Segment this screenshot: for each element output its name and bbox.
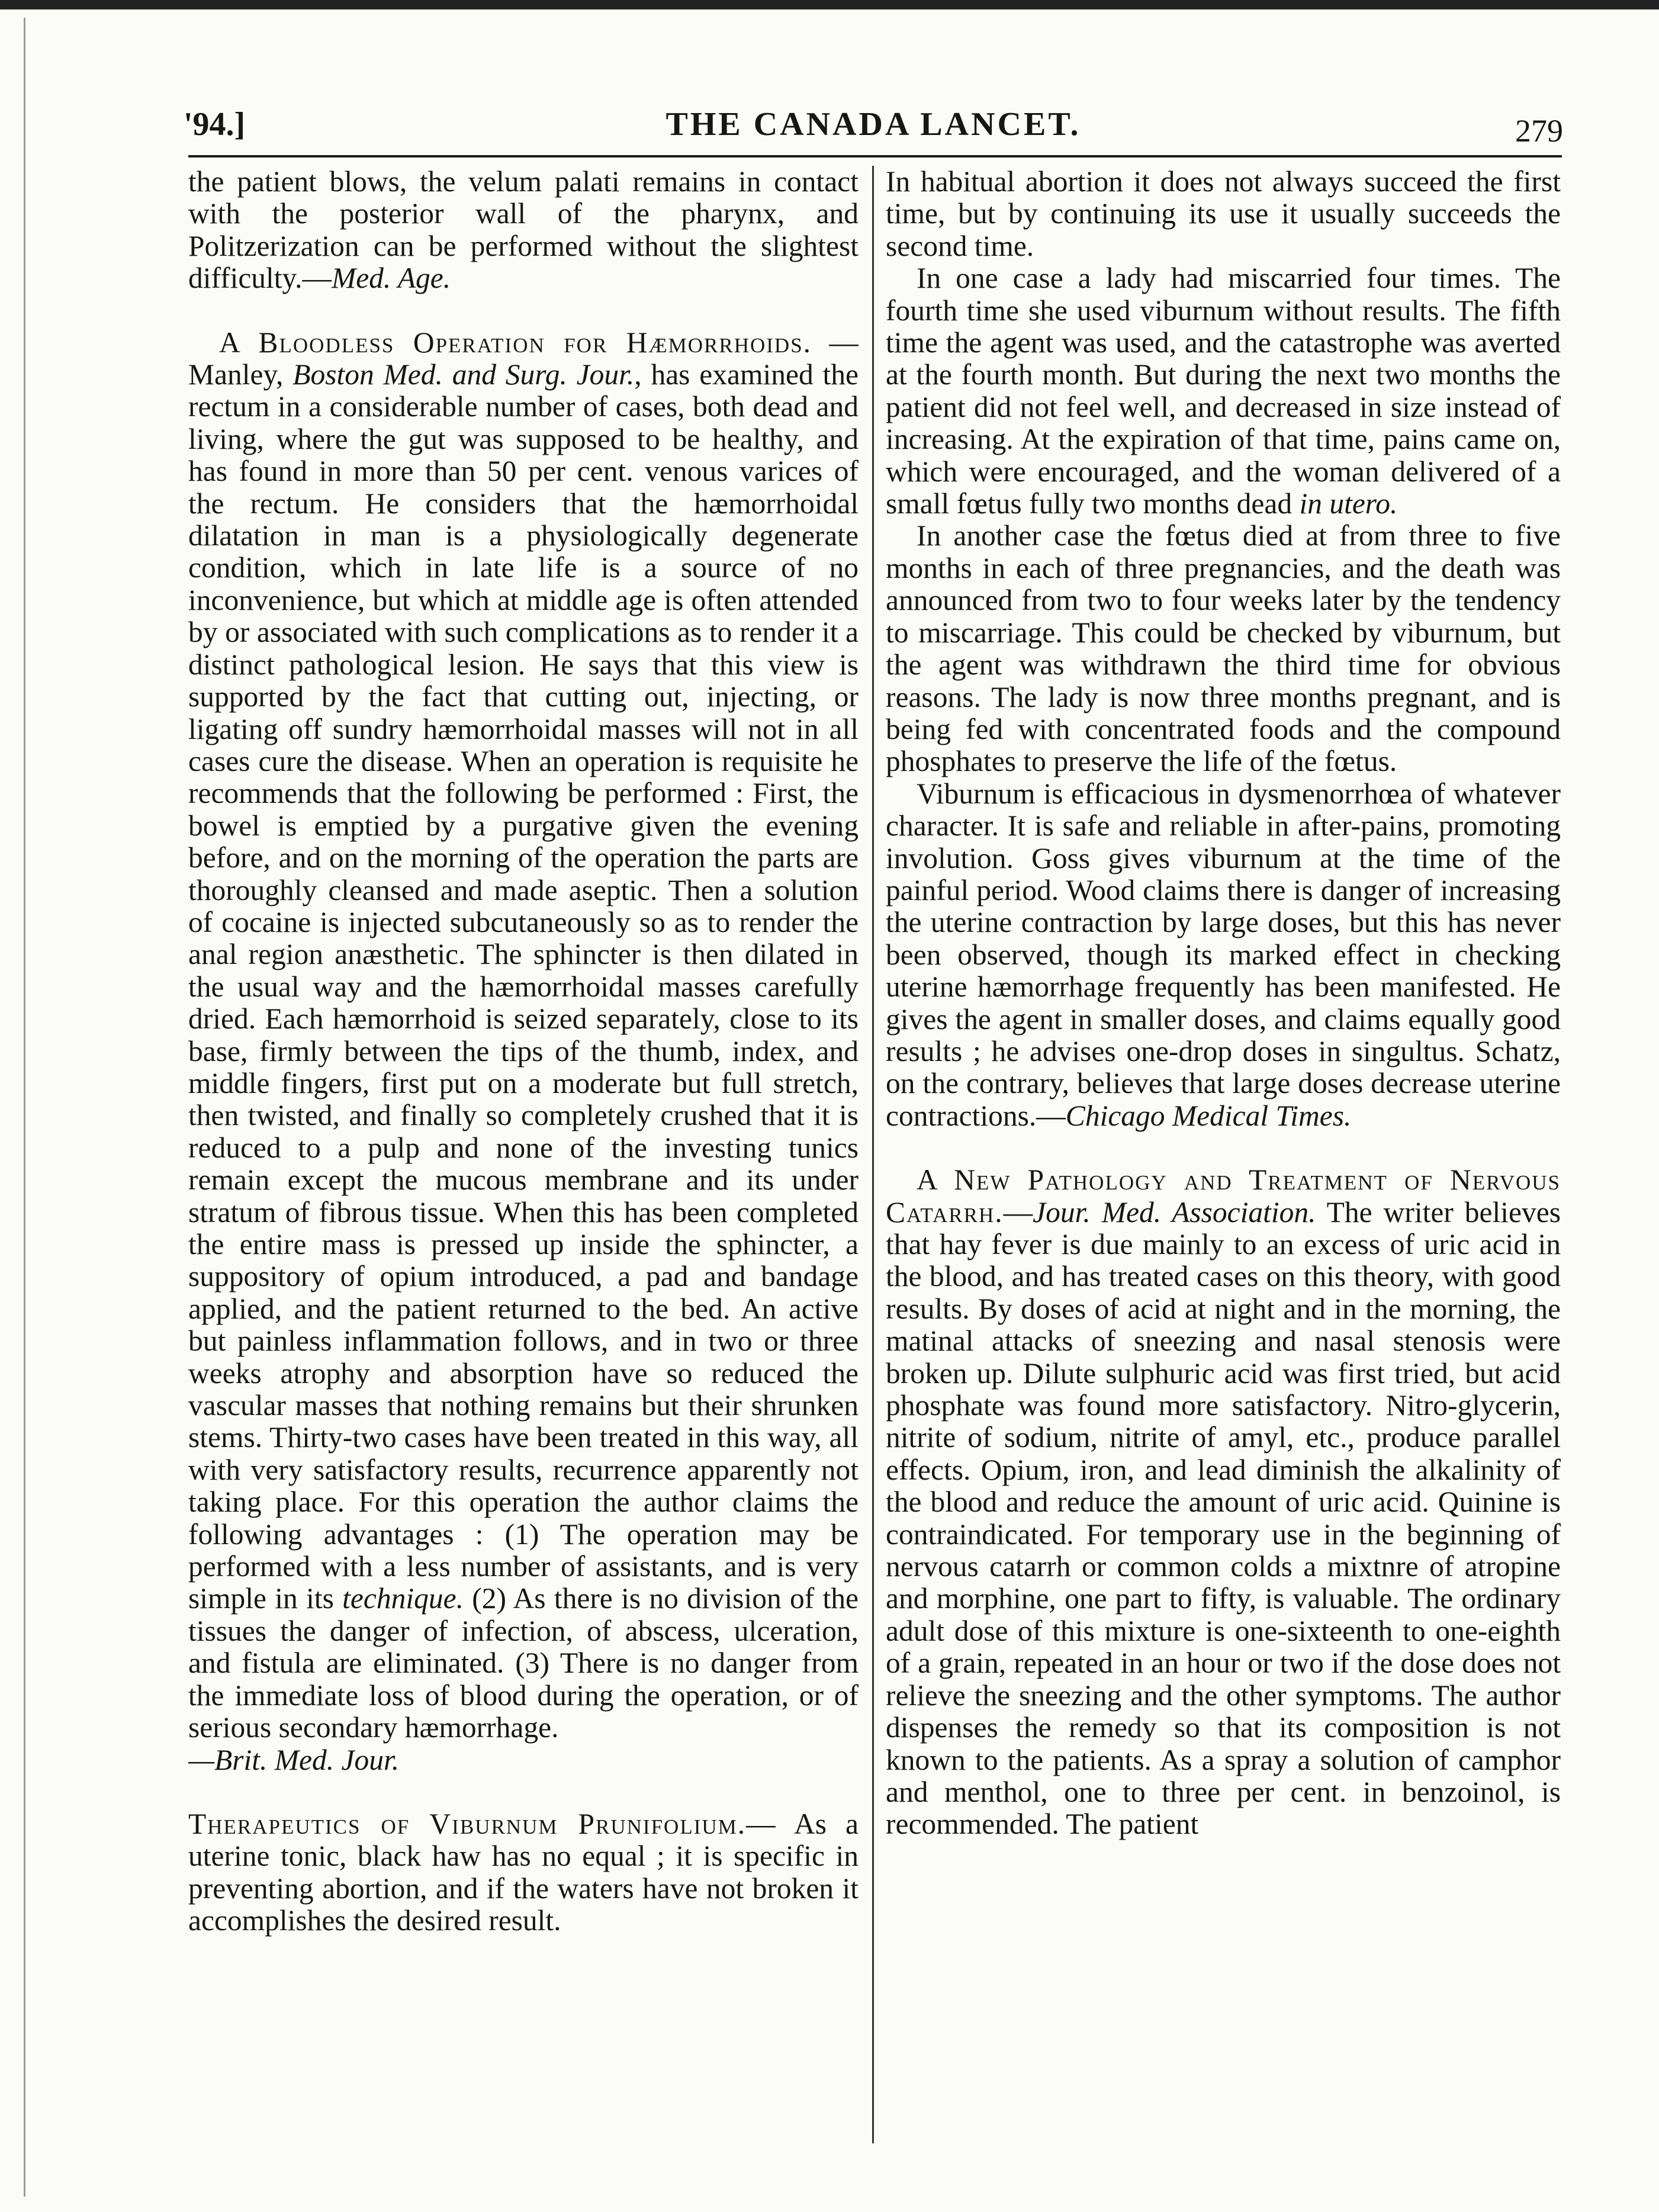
header-rule (188, 155, 1562, 157)
article-journal: Boston Med. and Surg. Jour. (292, 358, 635, 391)
efficacy-text: Viburnum is efficacious in dysmenorrhœa of whatever character. It is safe and reliable in after-pains, promoting involution. Goss gives viburnum at the time of the painful period. Wood claims there is danger of increasing the uterine contraction by large doses, but this has never been observed, though its marked effect in checking uterine hæmorrhage frequently has been manifested. He gives the agent in smaller doses, and claims equally good results ; he advises one-drop doses in singultus. Schatz, on the contrary, believes that large doses decrease uterine contractions.— (886, 777, 1561, 1132)
page-number: 279 (1515, 113, 1563, 149)
intro-source: Med. Age. (331, 262, 451, 295)
column-divider (872, 166, 874, 2143)
article-title-hemorrhoids: A Bloodless Operation for Hæmorrhoids. (219, 326, 812, 359)
article-title-catarrh: A New Pathology and Treatment of Nervous Catarrh. (886, 1163, 1561, 1229)
header-year: '94.] (184, 106, 246, 143)
technique-word: technique. (342, 1582, 464, 1615)
catarrh-journal: Jour. Med. Association. (1033, 1195, 1316, 1229)
intro-paragraph (188, 166, 859, 295)
article-body-part2: (2) As there is no division of the tissues the danger of infection, of abscess, ulceration, and fistula are eliminated. (3) There is no danger from the immediate loss of blood during the operation, or of serious secondary hæmorrhage. (188, 1582, 859, 1744)
page-left-edge (24, 18, 25, 2197)
article-viburnum-body: As a uterine tonic, black haw has no equal ; it is specific in preventing abortion, and if the waters have not broken it accomplishes the desired result. (188, 1807, 859, 1937)
catarrh-body: The writer believes that hay fever is due mainly to an excess of uric acid in the blood, and has treated cases on this theory, with good results. By doses of acid at night and in the morning, the matinal attacks of sneezing and nasal stenosis were broken up. Dilute sulphuric acid was first tried, but acid phosphate was found more satisfactory. Nitro-glycerin, nitrite of sodium, nitrite of amyl, etc., produce parallel effects. Opium, iron, and lead diminish the alkalinity of the blood and reduce the amount of uric acid. Quinine is contraindicated. For temporary use in the beginning of nervous catarrh or common colds a mixtnre of atropine and morphine, one part to fifty, is valuable. The ordinary adult dose of this mixture is one-sixteenth to one-eighth of a grain, repeated in an hour or two if the dose does not relieve the sneezing and the other symptoms. The author dispenses the remedy so that its composition is not known to the patients. As a spray a solution of camphor and menthol, one to three per cent. in benzoinol, is recommended. The patient (886, 1195, 1561, 1841)
right-column (886, 166, 1561, 2149)
journal-title: THE CANADA LANCET. (665, 106, 1081, 143)
catarrh-dash: — (1003, 1195, 1033, 1229)
article-byline: —Manley, (188, 326, 859, 391)
article-viburnum (188, 1808, 859, 1937)
efficacy-source: Chicago Medical Times. (1065, 1099, 1352, 1132)
intro-text: the patient blows, the velum palati remains in contact with the posterior wall of the pharynx, and Politzerization can be performed without the slightest difficulty.— (188, 166, 859, 295)
paragraph-efficacy (886, 778, 1561, 1132)
paragraph-habitual-abortion: In habitual abortion it does not always succeed the first time, but by continuing its use it usually succeeds the second time. (886, 166, 1561, 262)
page-top-edge (0, 0, 1659, 9)
article-title-viburnum: Therapeutics of Viburnum Prunifolium.— (188, 1807, 777, 1840)
article-body-part1: , has examined the rectum in a considerable number of cases, both dead and living, where the gut was supposed to be healthy, and has found in more than 50 per cent. venous varices of the rectum. He considers that the hæmorrhoidal dilatation in man is a physiologically degenerate condition, which in late life is a source of no inconvenience, but which at middle age is often attended by or associated with such complications as to render it a distinct pathological lesion. He says that this view is supported by the fact that cutting out, injecting, or ligating off sundry hæmorrhoidal masses will not in all cases cure the disease. When an operation is requisite he recommends that the following be performed : First, the bowel is emptied by a purgative given the evening before, and on the morning of the operation the parts are thoroughly cleansed and made aseptic. Then a solution of cocaine is injected subcutaneously so as to render the anal region anæsthetic. The sphincter is then dilated in the usual way and the hæmorrhoidal masses carefully dried. Each hæmorrhoid is seized separately, close to its base, firmly between the tips of the thumb, index, and middle fingers, first put on a moderate but full stretch, then twisted, and finally so completely crushed that it is reduced to a pulp and none of the investing tunics remain except the mucous membrane and its under stratum of fibrous tissue. When this has been completed the entire mass is pressed up inside the sphincter, a suppository of opium introduced, a pad and bandage applied, and the patient returned to the bed. An active but painless inflammation follows, and in two or three weeks atrophy and absorption have so reduced the vascular masses that nothing remains but their shrunken stems. Thirty-two cases have been treated in this way, all with very satisfactory results, recurrence apparently not taking place. For this operation the author claims the following advantages : (1) The operation may be performed with a less number of assistants, and is very simple in its (188, 358, 859, 1615)
case-one-text: In one case a lady had miscarried four times. The fourth time she used viburnum without results. The fifth time the agent was used, and the catastrophe was averted at the fourth month. But during the next two months the patient did not feel well, and decreased in size instead of increasing. At the expiration of that time, pains came on, which were encouraged, and the woman delivered of a small fœtus fully two months dead (886, 262, 1561, 520)
article-nervous-catarrh (886, 1164, 1561, 1841)
left-column (188, 166, 859, 2149)
in-utero: in utero. (1299, 487, 1398, 520)
paragraph-case-two: In another case the fœtus died at from three to five months in each of three pregnancies, and the death was announced from two to four weeks later by the tendency to miscarriage. This could be checked by viburnum, but the agent was withdrawn the third time for obvious reasons. The lady is now three months pregnant, and is being fed with concentrated foods and the compound phosphates to preserve the life of the fœtus. (886, 519, 1561, 778)
article-source-brit: —Brit. Med. Jour. (188, 1743, 400, 1776)
article-hemorrhoids (188, 327, 859, 1744)
running-header (184, 99, 1563, 153)
paragraph-case-one (886, 262, 1561, 520)
